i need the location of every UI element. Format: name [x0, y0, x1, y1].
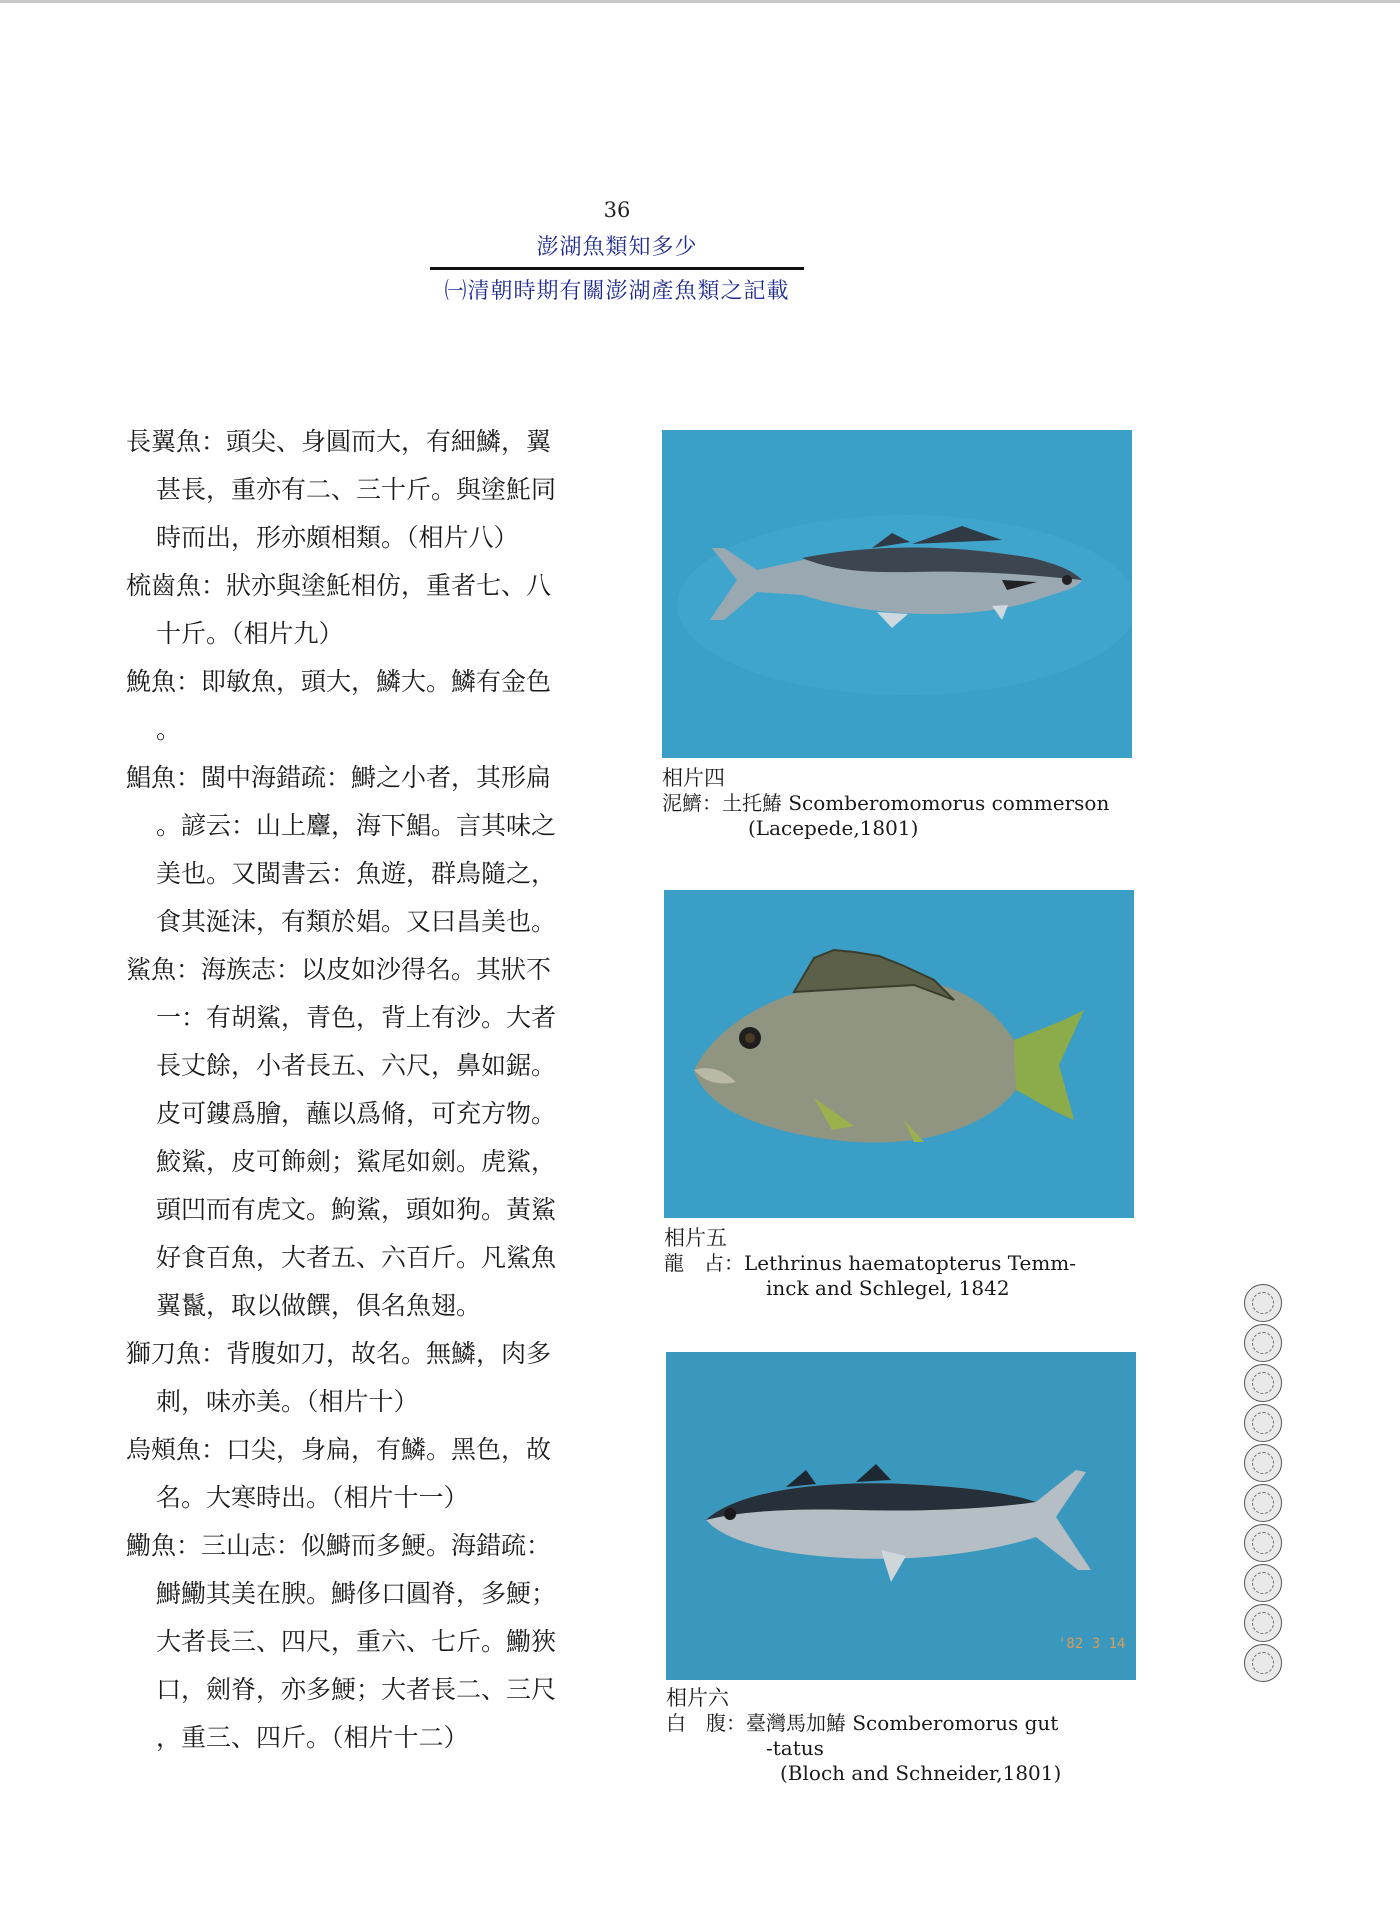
figure-4-caption-line-1: 泥鱭：土托鰆 Scomberomomorus commerson: [662, 791, 1110, 815]
fish-entry: [126, 754, 596, 946]
entry-first-line: 鯊魚：海族志：以皮如沙得名。其狀不: [126, 955, 552, 984]
seal-stamp-icon: [1244, 1324, 1282, 1362]
figure-5-caption-line-1: 龍 占：Lethrinus haematopterus Temm-: [664, 1251, 1077, 1275]
page-header: [430, 198, 804, 305]
entry-continuation-line: 食其涎沫，有類於娼。又曰昌美也。: [156, 907, 557, 936]
fish-entry: [126, 562, 596, 658]
book-title: 澎湖魚類知多少: [536, 235, 698, 260]
entry-first-line: 鰳魚：三山志：似鰣而多鯁。海錯疏：: [126, 1531, 552, 1560]
fish-photo-spanish-mackerel: [666, 1352, 1136, 1680]
king-mackerel-photo-icon: [662, 430, 1132, 758]
fish-photo-emperor: [664, 890, 1134, 1218]
entry-continuation-line: 十斤。（相片九）: [156, 619, 344, 648]
fish-photo-king-mackerel: [662, 430, 1132, 758]
fish-entry: [126, 1330, 596, 1426]
entry-continuation-line: 好食百魚，大者五、六百斤。凡鯊魚: [156, 1243, 557, 1272]
entry-continuation-line: 口，劍脊，亦多鯁；大者長二、三尺: [156, 1675, 557, 1704]
entry-continuation-line: 名。大寒時出。（相片十一）: [156, 1483, 469, 1512]
figure-6-caption-line-1: 白 腹：臺灣馬加鰆 Scomberomorus gut: [666, 1711, 1059, 1735]
figure-4-caption-line-2: (Lacepede,1801): [748, 816, 919, 840]
seal-stamp-icon: [1244, 1484, 1282, 1522]
entry-continuation-line: 大者長三、四尺，重六、七斤。鰳狹: [156, 1627, 557, 1656]
entry-continuation-line: 鮫鯊，皮可飾劍；鯊尾如劍。虎鯊，: [156, 1147, 557, 1176]
entry-first-line: 長翼魚：頭尖、身圓而大，有細鱗，翼: [126, 427, 552, 456]
fish-entry: [126, 658, 596, 754]
entry-continuation-line: 一：有胡鯊，青色，背上有沙。大者: [156, 1003, 557, 1032]
entry-continuation-line: 時而出，形亦頗相類。（相片八）: [156, 523, 519, 552]
entry-continuation-line: 刺，味亦美。（相片十）: [156, 1387, 419, 1416]
figure-4-label: 相片四: [662, 766, 725, 790]
section-title: ㈠清朝時期有關澎湖產魚類之記載: [444, 279, 790, 304]
decorative-seal-strip: [1244, 1284, 1282, 1684]
entry-continuation-line: ，重三、四斤。（相片十二）: [156, 1723, 469, 1752]
emperor-fish-photo-icon: [664, 890, 1134, 1218]
fish-entries-column: [126, 418, 596, 1762]
figure-5-caption-line-2: inck and Schlegel, 1842: [766, 1276, 1010, 1300]
entry-first-line: 鮸魚：即敏魚，頭大，鱗大。鱗有金色: [126, 667, 552, 696]
entry-continuation-line: 長丈餘，小者長五、六尺，鼻如鋸。: [156, 1051, 557, 1080]
seal-stamp-icon: [1244, 1444, 1282, 1482]
seal-stamp-icon: [1244, 1284, 1282, 1322]
page-number: 36: [603, 198, 631, 222]
fish-entry: [126, 1426, 596, 1522]
figure-6-caption-line-3: (Bloch and Schneider,1801): [780, 1761, 1062, 1785]
entry-continuation-line: 美也。又閩書云：魚遊，群鳥隨之，: [156, 859, 557, 888]
figure-5-label: 相片五: [664, 1226, 727, 1250]
caption-figure-5: [664, 1226, 1076, 1301]
seal-stamp-icon: [1244, 1524, 1282, 1562]
entry-first-line: 獅刀魚：背腹如刀，故名。無鱗，肉多: [126, 1339, 552, 1368]
entry-continuation-line: 。諺云：山上麞，海下鯧。言其味之: [156, 811, 557, 840]
figure-6-label: 相片六: [666, 1686, 729, 1710]
entry-first-line: 鯧魚：閩中海錯疏：鰣之小者，其形扁: [126, 763, 552, 792]
entry-continuation-line: 。: [156, 715, 182, 744]
entry-continuation-line: 皮可鏤爲膾，蘸以爲脩，可充方物。: [156, 1099, 557, 1128]
entry-continuation-line: 頭凹而有虎文。鮈鯊，頭如狗。黃鯊: [156, 1195, 557, 1224]
entry-continuation-line: 甚長，重亦有二、三十斤。與塗魠同: [156, 475, 557, 504]
entry-first-line: 烏頰魚：口尖，身扁，有鱗。黑色，故: [126, 1435, 552, 1464]
seal-stamp-icon: [1244, 1564, 1282, 1602]
fish-entry: [126, 1522, 596, 1762]
seal-stamp-icon: [1244, 1604, 1282, 1642]
caption-figure-6: [666, 1686, 1061, 1786]
photo-date-stamp: '82 3 14: [1058, 1636, 1126, 1652]
page-top-edge: [0, 0, 1400, 3]
caption-figure-4: [662, 766, 1109, 841]
spanish-mackerel-photo-icon: [666, 1352, 1136, 1680]
entry-continuation-line: 鰣鰳其美在腴。鰣侈口圓脊，多鯁；: [156, 1579, 557, 1608]
seal-stamp-icon: [1244, 1404, 1282, 1442]
seal-stamp-icon: [1244, 1364, 1282, 1402]
header-rule: [430, 267, 804, 270]
seal-stamp-icon: [1244, 1644, 1282, 1682]
entry-continuation-line: 翼鬣，取以做饌，俱名魚翅。: [156, 1291, 482, 1320]
entry-first-line: 梳齒魚：狀亦與塗魠相仿，重者七、八: [126, 571, 552, 600]
figure-6-caption-line-2: -tatus: [766, 1736, 824, 1760]
fish-entry: [126, 946, 596, 1330]
fish-entry: [126, 418, 596, 562]
